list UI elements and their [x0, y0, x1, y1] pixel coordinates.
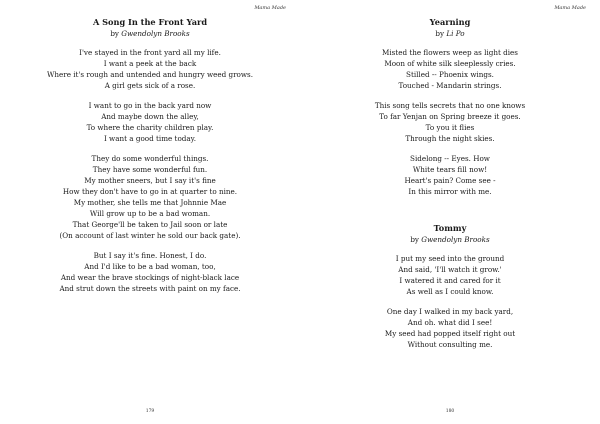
poem-line: Will grow up to be a bad woman. [89, 209, 211, 218]
poem-line: My seed had popped itself right out [384, 329, 516, 338]
poem-line: Sidelong -- Eyes. How [410, 154, 490, 163]
poem-line: But I say it's fine. Honest, I do. [93, 251, 207, 260]
stanza [300, 253, 600, 297]
byline-by: by [410, 235, 419, 244]
poem-line: I want to go in the back yard now [88, 101, 212, 110]
page-number: 179 [145, 409, 155, 414]
poem-line: And oh. what did I see! [407, 318, 493, 327]
poem-line: How they don't have to go in at quarter to nine. [62, 187, 238, 196]
poem-line: (On account of last winter he sold our back gate). [59, 231, 241, 240]
stanza [0, 153, 300, 241]
poem-line: Misted the flowers weep as light dies [381, 48, 518, 57]
poem-yearning [300, 17, 600, 197]
poem-line: And strut down the streets with paint on my face. [59, 284, 241, 293]
poem-line: Where it's rough and untended and hungry weed grows. [47, 70, 253, 79]
poem-line: Touched - Mandarin strings. [398, 81, 502, 90]
stanza [0, 100, 300, 144]
poem-line: White tears fill now! [412, 165, 488, 174]
poem-line: Heart's pain? Come see - [404, 176, 496, 185]
poem-line: My mother, she tells me that Johnnie Mae [73, 198, 227, 207]
byline-by: by [435, 29, 445, 38]
poem-tommy [300, 223, 600, 350]
poem-line: To far Yenjan on Spring breeze it goes. [379, 112, 521, 121]
stanza [300, 153, 600, 197]
poem-line: They have some wonderful fun. [92, 165, 208, 174]
running-header: Mama Made [254, 5, 286, 11]
running-header: Mama Made [554, 5, 586, 11]
right-page-content [300, 17, 600, 359]
author-name: Gwendolyn Brooks [121, 29, 190, 38]
stanza [300, 100, 600, 144]
byline [0, 28, 300, 39]
poem-line: To you it flies [425, 123, 475, 132]
stanza [0, 47, 300, 91]
stanza [300, 306, 600, 350]
poem-line: A girl gets sick of a rose. [104, 81, 196, 90]
poem-line: They do some wonderful things. [91, 154, 209, 163]
stanzas [300, 253, 600, 350]
poem-line: And said, 'I'll watch it grow.' [398, 265, 502, 274]
poem-front-yard [0, 17, 300, 303]
right-page [300, 0, 600, 424]
page-number: 180 [445, 409, 455, 414]
poem-title: Yearning [429, 17, 471, 27]
poem-title: Tommy [433, 223, 467, 233]
poem-line: I put my seed into the ground [395, 254, 505, 263]
byline [300, 28, 600, 39]
byline [300, 234, 600, 245]
poem-line: Through the night skies. [405, 134, 495, 143]
byline-by: by [110, 29, 119, 38]
stanzas [0, 47, 300, 294]
poem-line: I want a peek at the back [103, 59, 197, 68]
poem-line: Moon of white silk sleeplessly cries. [384, 59, 516, 68]
poem-line: To where the charity children play. [86, 123, 214, 132]
poem-line: Without consulting me. [407, 340, 493, 349]
poem-line: Stilled -- Phoenix wings. [406, 70, 494, 79]
poem-line: And I'd like to be a bad woman, too, [84, 262, 216, 271]
stanza [300, 47, 600, 91]
poem-line: I want a good time today. [103, 134, 197, 143]
poem-line: This song tells secrets that no one knows [374, 101, 526, 110]
stanza [0, 250, 300, 294]
poem-line: As well as I could know. [406, 287, 494, 296]
stanzas [300, 47, 600, 197]
poem-line: And wear the brave stockings of night-black lace [60, 273, 240, 282]
poem-title: A Song In the Front Yard [92, 17, 208, 27]
poem-line: And maybe down the alley, [101, 112, 199, 121]
author-name: Li Po [446, 29, 465, 38]
poem-line: I've stayed in the front yard all my life. [79, 48, 221, 57]
poem-line: One day I walked in my back yard, [386, 307, 514, 316]
poem-line: In this mirror with me. [408, 187, 492, 196]
author-name: Gwendolyn Brooks [421, 235, 490, 244]
poem-line: That George'll be taken to Jail soon or late [72, 220, 228, 229]
poem-line: My mother sneers, but I say it's fine [84, 176, 216, 185]
poem-line: I watered it and cared for it [399, 276, 501, 285]
